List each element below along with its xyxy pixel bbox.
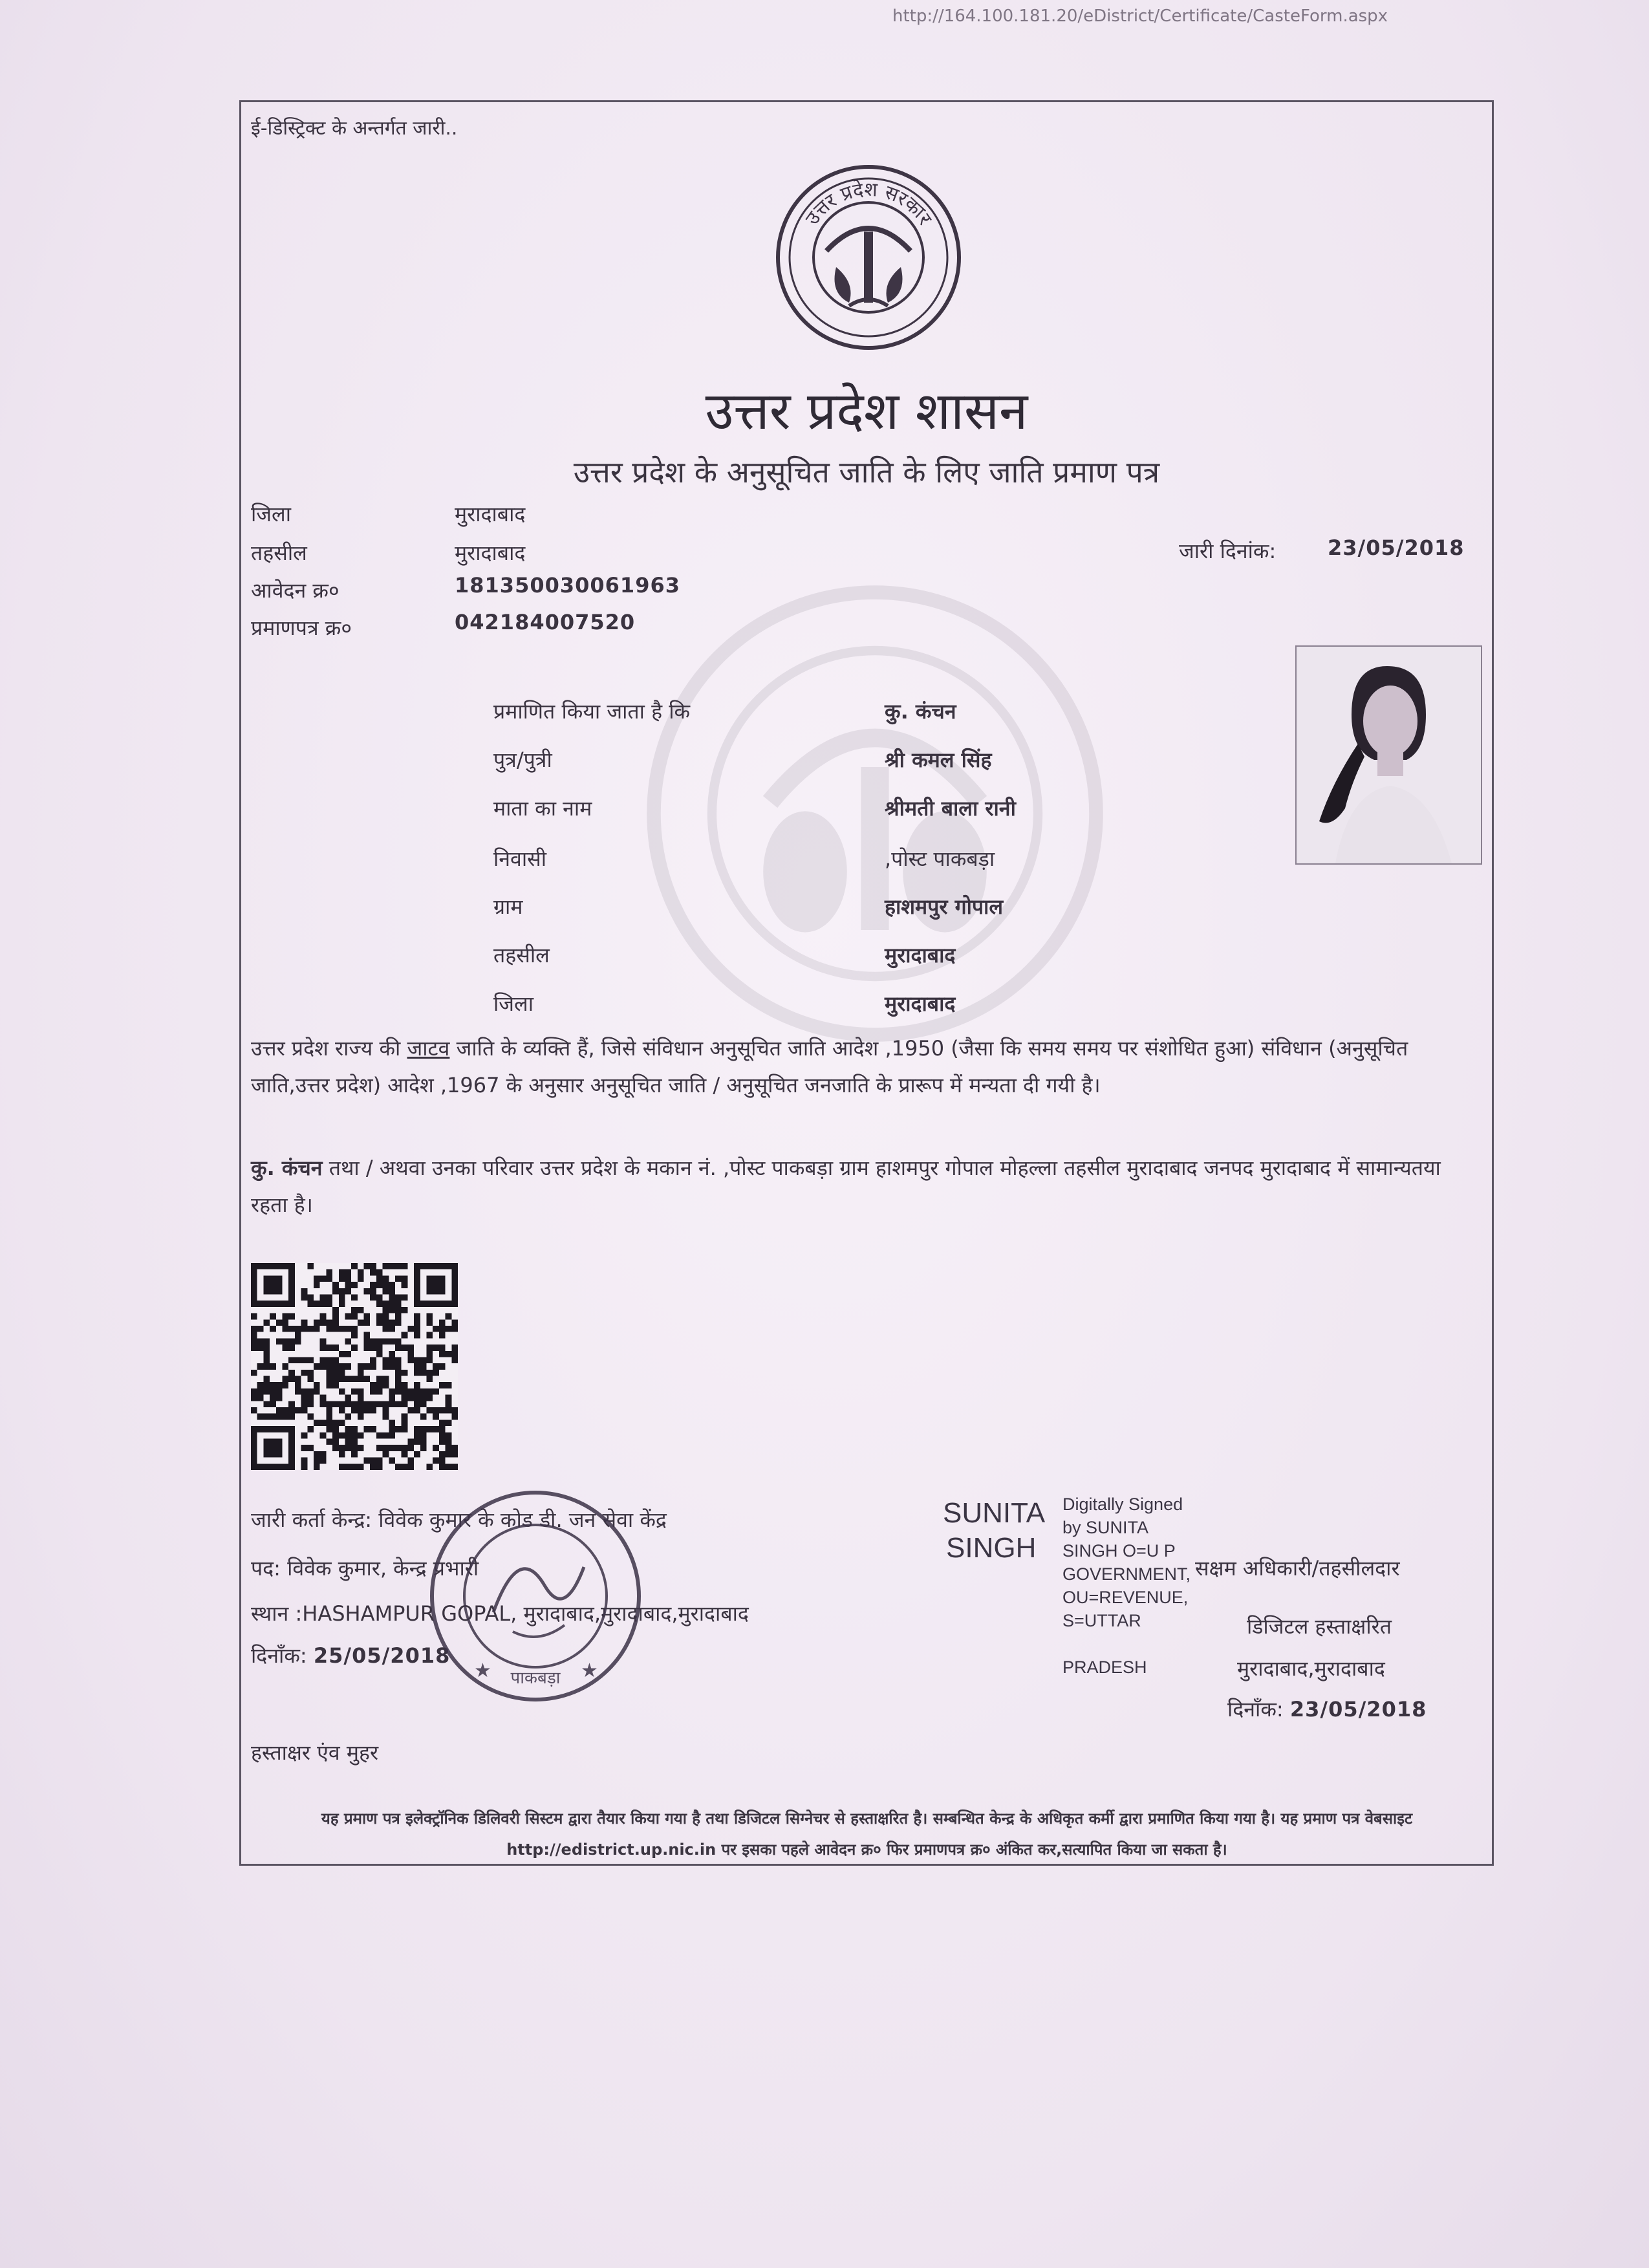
detail-value-father: श्री कमल सिंह <box>885 748 992 772</box>
detail-label-tehsil: तहसील <box>493 943 550 967</box>
place-label: स्थान : <box>251 1601 303 1626</box>
detail-label-district: जिला <box>493 991 534 1016</box>
tehsil-value: मुरादाबाद <box>455 541 526 565</box>
detail-label-mother: माता का नाम <box>493 796 592 821</box>
authority-place: मुरादाबाद,मुरादाबाद <box>1237 1656 1385 1681</box>
detail-value-tehsil: मुरादाबाद <box>885 943 956 967</box>
authority-date-value: 23/05/2018 <box>1289 1697 1427 1722</box>
center-label: जारी कर्ता केन्द्र: <box>251 1507 372 1532</box>
certificate-subtitle: उत्तर प्रदेश के अनुसूचित जाति के लिए जाति प्रमाण पत्र <box>573 455 1160 490</box>
issue-date-label: जारी दिनांक: <box>1179 539 1277 563</box>
watermark-emblem-icon <box>642 581 1108 1046</box>
signer-name-line1: SUNITA <box>943 1497 1046 1529</box>
authority-title: सक्षम अधिकारी/तहसीलदार <box>1195 1556 1400 1581</box>
print-url-header: http://164.100.181.20/eDistrict/Certificate/CasteForm.aspx <box>892 6 1388 26</box>
authority-date-label: दिनाँक: <box>1227 1697 1284 1722</box>
verification-footer-note: यह प्रमाण पत्र इलेक्ट्रॉनिक डिलिवरी सिस्टम द्वारा तैयार किया गया है तथा डिजिटल सिग्नेचर से हस्ताक्षरित है। सम्बन्धित केन्द्र के अधिकृत कर्मी द्वारा प्रमाणित किया गया है। यह प्रमाण पत्र वेबसाइट http://edistrict.up.nic.in पर इसका पहले आवेदन क्र० फिर प्रमाणपत्र क्र० अंकित कर,सत्यापित किया जा सकता है। <box>321 1809 1413 1859</box>
signer-name-line2: SINGH <box>946 1532 1037 1564</box>
application-no-value: 181350030061963 <box>455 573 680 598</box>
certificate-frame <box>239 100 1494 1866</box>
sig-meta-line: Digitally Signed <box>1062 1495 1183 1514</box>
sig-meta-line: S=UTTAR <box>1062 1611 1141 1630</box>
up-government-emblem-icon <box>771 160 965 354</box>
date-label: दिनाँक: <box>251 1643 307 1668</box>
sig-meta-line: PRADESH <box>1062 1658 1147 1677</box>
paragraph2-text: तथा / अथवा उनका परिवार उत्तर प्रदेश के मकान नं. ,पोस्ट पाकबड़ा ग्राम हाशमपुर गोपाल मोहल्ला तहसील मुरादाबाद जनपद मुरादाबाद में सामान्यतया रहता है। <box>251 1156 1441 1217</box>
svg-text:★: ★ <box>474 1659 491 1682</box>
svg-text:पाकबड़ा: पाकबड़ा <box>510 1669 561 1688</box>
authority-digital-sign: डिजिटल हस्ताक्षरित <box>1247 1614 1392 1639</box>
date-value: 25/05/2018 <box>313 1643 451 1668</box>
caste-name: जाटव <box>407 1036 450 1061</box>
detail-label-resident: निवासी <box>493 847 547 871</box>
post-value: विवेक कुमार, केन्द्र प्रभारी <box>287 1556 479 1581</box>
paragraph1-before: उत्तर प्रदेश राज्य की <box>251 1036 407 1061</box>
paragraph2-name: कु. कंचन <box>251 1156 323 1180</box>
detail-label-village: ग्राम <box>493 894 523 919</box>
digital-signature-block <box>943 1496 1045 1566</box>
residence-statement-paragraph <box>251 1150 1480 1224</box>
seal-stamp <box>422 1483 649 1709</box>
svg-text:उत्तर प्रदेश सरकार: उत्तर प्रदेश सरकार <box>801 178 936 230</box>
detail-label-certified: प्रमाणित किया जाता है कि <box>493 699 691 724</box>
authority-date <box>1227 1695 1427 1723</box>
sig-meta-line: SINGH O=U P <box>1062 1541 1176 1561</box>
detail-label-child-of: पुत्र/पुत्री <box>493 748 552 772</box>
certificate-title: उत्तर प्रदेश शासन <box>705 381 1028 441</box>
certificate-no-label: प्रमाणपत्र क्र० <box>251 616 352 640</box>
district-label: जिला <box>251 502 292 526</box>
issued-under-label: ई-डिस्ट्रिक्ट के अन्तर्गत जारी.. <box>251 117 458 140</box>
detail-value-resident: ,पोस्ट पाकबड़ा <box>885 847 995 871</box>
district-value: मुरादाबाद <box>455 502 526 526</box>
applicant-photo <box>1295 645 1482 865</box>
detail-value-district: मुरादाबाद <box>885 991 956 1016</box>
svg-text:★: ★ <box>581 1659 598 1682</box>
application-no-label: आवेदन क्र० <box>251 578 339 603</box>
detail-value-name: कु. कंचन <box>885 699 956 724</box>
center-value: विवेक कुमार के कोड डी. जन सेवा केंद्र <box>378 1507 667 1532</box>
place-value: HASHAMPUR GOPAL, मुरादाबाद,मुरादाबाद,मुरादाबाद <box>302 1601 749 1626</box>
sig-meta-line: GOVERNMENT, <box>1062 1564 1191 1584</box>
sign-and-seal-label: हस्ताक्षर एंव मुहर <box>251 1740 379 1765</box>
caste-statement-paragraph <box>251 1030 1480 1104</box>
post-label: पद: <box>251 1556 281 1581</box>
person-portrait-icon <box>1297 647 1481 863</box>
issuer-date <box>251 1641 450 1669</box>
sig-meta-line: OU=REVENUE, <box>1062 1588 1189 1607</box>
tehsil-label: तहसील <box>251 541 307 565</box>
issue-date-value: 23/05/2018 <box>1328 535 1465 560</box>
paragraph1-after: जाति के व्यक्ति हैं, जिसे संविधान अनुसूचित जाति आदेश ,1950 (जैसा कि समय समय पर संशोधित हुआ) संविधान (अनुसूचित जाति,उत्तर प्रदेश) आदेश ,1967 के अनुसार अनुसूचित जाति / अनुसूचित जनजाति के प्रारूप में मन्यता दी गयी है। <box>251 1036 1408 1097</box>
detail-value-village: हाशमपुर गोपाल <box>885 894 1004 919</box>
certificate-no-value: 042184007520 <box>455 610 636 634</box>
detail-value-mother: श्रीमती बाला रानी <box>885 796 1016 821</box>
sig-meta-line: by SUNITA <box>1062 1518 1149 1537</box>
digital-signature-meta <box>1062 1493 1191 1679</box>
qr-code <box>251 1263 458 1470</box>
